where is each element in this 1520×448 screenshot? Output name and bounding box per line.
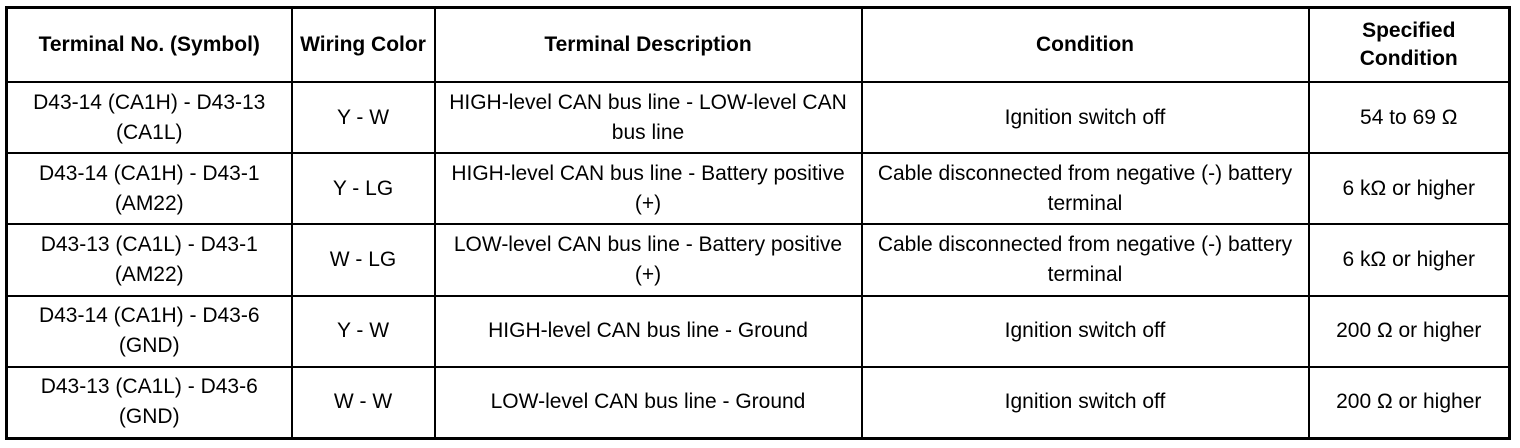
cell-wiring-color: W - LG <box>292 224 435 295</box>
cell-condition: Ignition switch off <box>862 367 1309 439</box>
cell-specified-condition: 6 kΩ or higher <box>1309 224 1510 295</box>
cell-terminal-no: D43-14 (CA1H) - D43-1 (AM22) <box>7 153 292 224</box>
header-terminal-no: Terminal No. (Symbol) <box>7 8 292 83</box>
cell-specified-condition: 200 Ω or higher <box>1309 296 1510 367</box>
cell-specified-condition: 6 kΩ or higher <box>1309 153 1510 224</box>
cell-specified-condition: 54 to 69 Ω <box>1309 82 1510 153</box>
cell-wiring-color: W - W <box>292 367 435 439</box>
header-terminal-description: Terminal Description <box>435 8 862 83</box>
cell-wiring-color: Y - LG <box>292 153 435 224</box>
header-specified-condition: Specified Condition <box>1309 8 1510 83</box>
cell-condition: Ignition switch off <box>862 82 1309 153</box>
cell-specified-condition: 200 Ω or higher <box>1309 367 1510 439</box>
header-condition: Condition <box>862 8 1309 83</box>
header-row <box>7 8 1510 83</box>
cell-terminal-description: HIGH-level CAN bus line - Ground <box>435 296 862 367</box>
table-row <box>7 224 1510 295</box>
specification-table <box>5 6 1511 440</box>
cell-condition: Ignition switch off <box>862 296 1309 367</box>
table-row <box>7 82 1510 153</box>
cell-terminal-no: D43-14 (CA1H) - D43-13 (CA1L) <box>7 82 292 153</box>
table-row <box>7 153 1510 224</box>
header-wiring-color: Wiring Color <box>292 8 435 83</box>
cell-terminal-no: D43-14 (CA1H) - D43-6 (GND) <box>7 296 292 367</box>
cell-terminal-no: D43-13 (CA1L) - D43-6 (GND) <box>7 367 292 439</box>
cell-terminal-description: LOW-level CAN bus line - Ground <box>435 367 862 439</box>
cell-terminal-description: HIGH-level CAN bus line - LOW-level CAN bus line <box>435 82 862 153</box>
cell-terminal-description: LOW-level CAN bus line - Battery positive (+) <box>435 224 862 295</box>
cell-terminal-description: HIGH-level CAN bus line - Battery positive (+) <box>435 153 862 224</box>
table-row <box>7 296 1510 367</box>
cell-wiring-color: Y - W <box>292 296 435 367</box>
cell-condition: Cable disconnected from negative (-) battery terminal <box>862 153 1309 224</box>
cell-wiring-color: Y - W <box>292 82 435 153</box>
cell-condition: Cable disconnected from negative (-) battery terminal <box>862 224 1309 295</box>
table-row <box>7 367 1510 439</box>
cell-terminal-no: D43-13 (CA1L) - D43-1 (AM22) <box>7 224 292 295</box>
